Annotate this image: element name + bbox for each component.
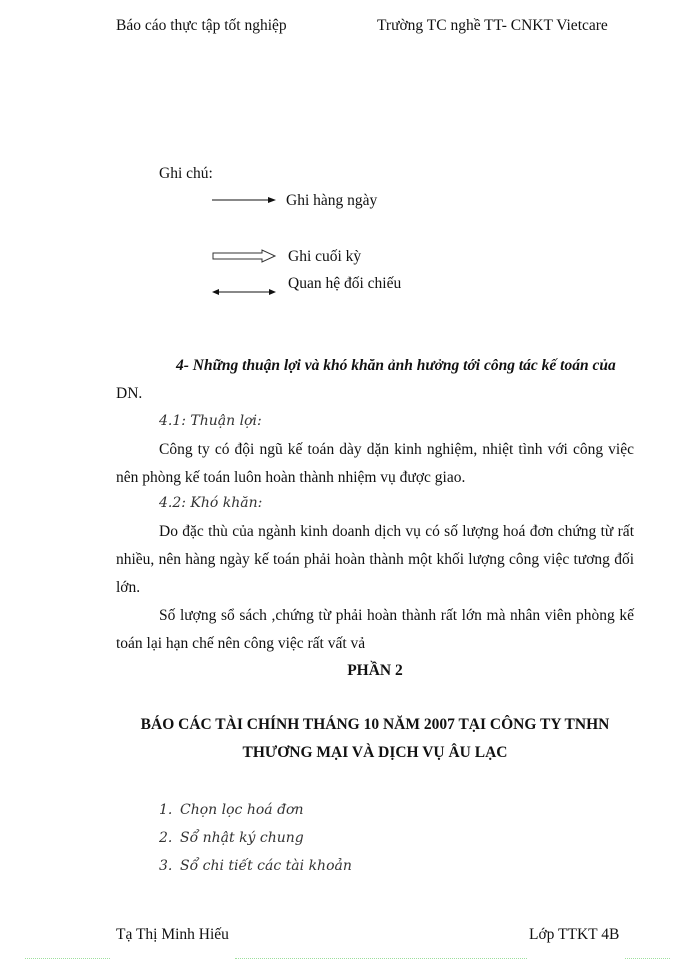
header-right: Trường TC nghề TT- CNKT Vietcare — [377, 17, 608, 34]
paragraph-advantages — [116, 436, 634, 492]
header-left: Báo cáo thực tập tốt nghiệp — [116, 17, 287, 34]
legend-label-daily: Ghi hàng ngày — [286, 192, 378, 209]
list-item: 3. Sổ chi tiết các tài khoản — [159, 858, 352, 874]
page-border-dots — [625, 958, 670, 959]
part-title-line-1: BÁO CÁC TÀI CHÍNH THÁNG 10 NĂM 2007 TẠI CÔNG TY TNHN — [140, 716, 610, 733]
list-item: 2. Sổ nhật ký chung — [159, 830, 304, 846]
legend-label-period-end: Ghi cuối kỳ — [288, 248, 362, 265]
part-label: PHẦN 2 — [347, 662, 403, 679]
section-heading-cont: DN. — [116, 385, 143, 402]
paragraph-text: Số lượng sổ sách ,chứng từ phải hoàn thành rất lớn mà nhân viên phòng kế toán lại hạn chế nên công việc rất vất vả — [116, 607, 634, 652]
legend-title: Ghi chú: — [159, 165, 213, 182]
legend-label-reconcile: Quan hệ đối chiếu — [288, 275, 402, 292]
thin-arrow-right-icon — [212, 195, 276, 205]
page-border-dots — [235, 958, 527, 959]
paragraph-text: Do đặc thù của ngành kinh doanh dịch vụ có số lượng hoá đơn chứng từ rất nhiều, nên hàng ngày kế toán phải hoàn thành một khối lượng công việc tương đối lớn. — [116, 523, 634, 596]
task-list — [159, 796, 352, 880]
footer-right: Lớp TTKT 4B — [529, 926, 620, 943]
section-heading: 4- Những thuận lợi và khó khăn ảnh hưởng tới công tác kế toán của — [176, 357, 616, 374]
footer-left: Tạ Thị Minh Hiếu — [116, 926, 229, 943]
subsection-title-difficulties: 4.2: Khó khăn: — [159, 495, 263, 511]
part-title-line-2: THƯƠNG MẠI VÀ DỊCH VỤ ÂU LẠC — [242, 744, 508, 761]
paragraph-difficulties-1 — [116, 518, 634, 602]
paragraph-difficulties-2 — [116, 602, 634, 658]
subsection-title-advantages: 4.1: Thuận lợi: — [159, 413, 262, 429]
list-item: 1. Chọn lọc hoá đơn — [159, 802, 304, 818]
part-title — [116, 711, 634, 767]
page-border-dots — [25, 958, 110, 959]
paragraph-text: Công ty có đội ngũ kế toán dày dặn kinh nghiệm, nhiệt tình với công việc nên phòng kế toán luôn hoàn thành nhiệm vụ được giao. — [116, 441, 634, 486]
hollow-arrow-right-icon — [212, 249, 276, 263]
double-arrow-icon — [212, 287, 276, 297]
